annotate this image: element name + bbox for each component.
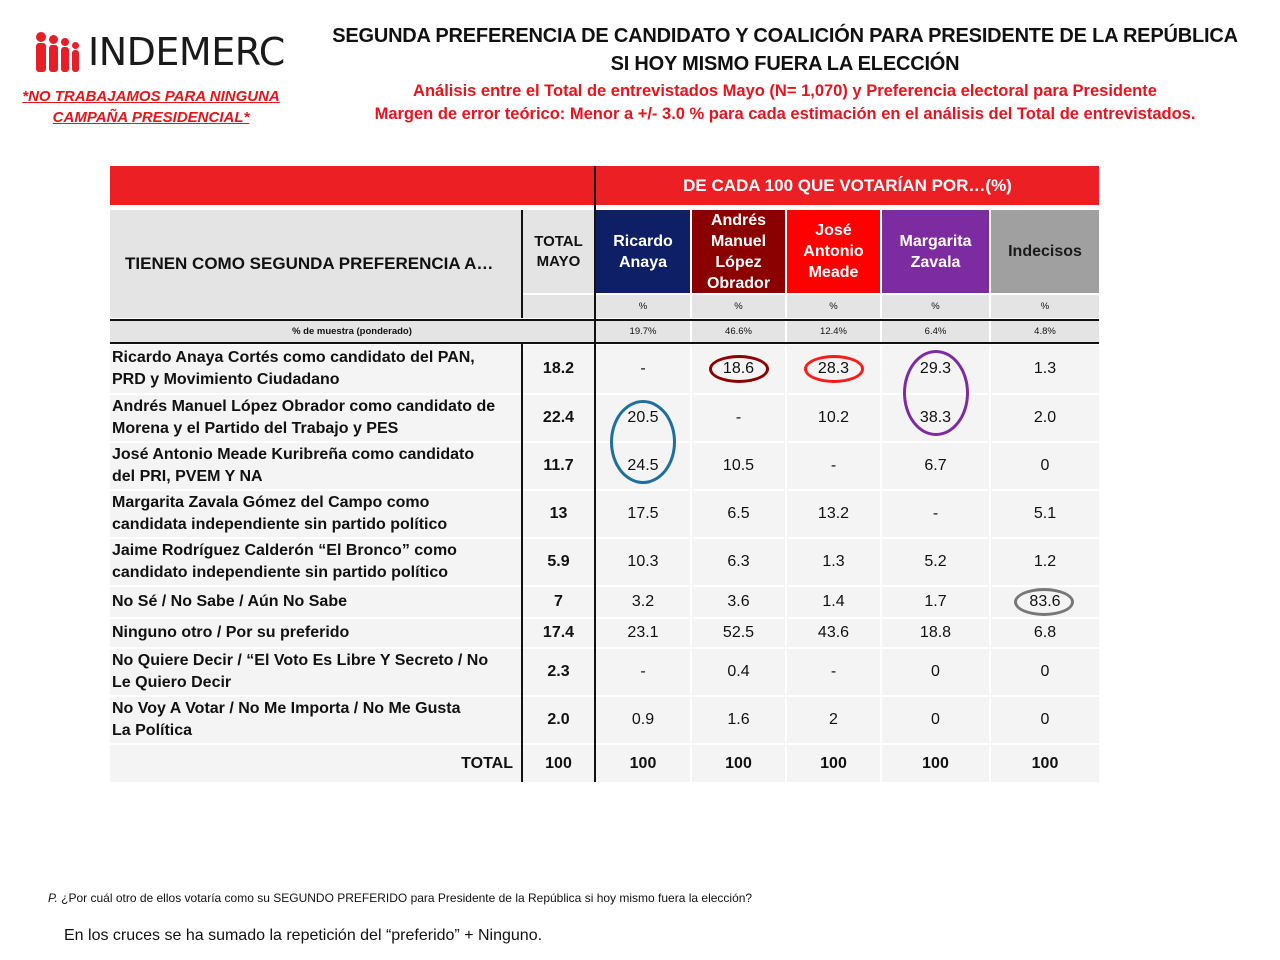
column-unit: % (991, 295, 1099, 318)
row-value: 100 (991, 745, 1099, 782)
page-header (300, 22, 1270, 126)
row-value: 20.5 (596, 395, 690, 441)
row-value: 6.7 (882, 443, 989, 489)
row-value: 0.4 (692, 649, 785, 695)
table-row (110, 697, 1099, 743)
row-label (110, 619, 521, 647)
row-value: 100 (692, 745, 785, 782)
column-unit: % (882, 295, 989, 318)
row-value: 5.2 (882, 539, 989, 585)
row-value: 6.5 (692, 491, 785, 537)
footnote: En los cruces se ha sumado la repetición del “preferido” + Ninguno. (64, 927, 543, 944)
row-value: 2.0 (991, 395, 1099, 441)
row-label (110, 697, 521, 743)
row-value: 1.2 (991, 539, 1099, 585)
row-value: 10.5 (692, 443, 785, 489)
row-label-line: PRD y Movimiento Ciudadano (112, 371, 340, 388)
row-value: 2 (787, 697, 880, 743)
row-value: 83.6 (991, 587, 1099, 617)
divider (521, 344, 523, 782)
row-value: 5.1 (991, 491, 1099, 537)
column-header-line: Manuel (710, 232, 767, 250)
row-total: 13 (523, 491, 594, 537)
table-row (110, 649, 1099, 695)
sample-value: 19.7% (596, 321, 690, 342)
row-label-line: del PRI, PVEM Y NA (112, 468, 263, 485)
sample-value: 46.6% (692, 321, 785, 342)
row-value: 10.2 (787, 395, 880, 441)
row-label-line: Margarita Zavala Gómez del Campo como (112, 494, 430, 511)
row-value: 43.6 (787, 619, 880, 647)
row-value: 1.4 (787, 587, 880, 617)
row-value: 28.3 (787, 345, 880, 393)
row-value: - (692, 395, 785, 441)
row-value: 38.3 (882, 395, 989, 441)
column-header-line: Indecisos (1008, 243, 1082, 260)
row-label (110, 539, 521, 585)
question-prefix: P. (48, 891, 58, 905)
survey-question (48, 891, 752, 905)
row-label (110, 491, 521, 537)
row-value: 0.9 (596, 697, 690, 743)
row-value: 23.1 (596, 619, 690, 647)
row-value: 1.7 (882, 587, 989, 617)
sample-value: 6.4% (882, 321, 989, 342)
row-value: 52.5 (692, 619, 785, 647)
row-label-line: No Voy A Votar / No Me Importa / No Me Gusta (112, 700, 461, 717)
row-value: 0 (882, 649, 989, 695)
column-header-4 (991, 210, 1099, 293)
row-total: 17.4 (523, 619, 594, 647)
banner-left (110, 166, 594, 205)
row-value: 100 (882, 745, 989, 782)
column-header-2 (787, 210, 880, 293)
divider (521, 210, 523, 318)
column-unit: % (596, 295, 690, 318)
row-label-text: TOTAL (461, 754, 513, 772)
sample-value: 4.8% (991, 321, 1099, 342)
logo-wordmark: INDEMERC (88, 30, 285, 74)
row-label-line: No Quiere Decir / “El Voto Es Libre Y Secreto / No (112, 652, 489, 669)
disclaimer-line-2: CAMPAÑA PRESIDENCIAL* (52, 109, 250, 126)
indemerc-logo (34, 30, 285, 75)
total-header-line-2: MAYO (536, 252, 581, 270)
column-header-line: Meade (808, 264, 859, 281)
row-label (110, 745, 521, 782)
row-total: 7 (523, 587, 594, 617)
row-label-line: La Política (112, 722, 193, 739)
row-label (110, 345, 521, 393)
table-row (110, 443, 1099, 489)
banner-title: DE CADA 100 QUE VOTARÍAN POR…(%) (596, 166, 1099, 205)
row-value: 13.2 (787, 491, 880, 537)
row-value: 3.6 (692, 587, 785, 617)
row-label-line: José Antonio Meade Kuribreña como candidato (112, 446, 475, 463)
subtitle-line-1: Análisis entre el Total de entrevistados Mayo (N= 1,070) y Preferencia electoral para Presidente (413, 82, 1157, 100)
column-header-3 (882, 210, 989, 293)
row-label-line: candidata independiente sin partido político (112, 516, 448, 533)
row-value: 100 (596, 745, 690, 782)
sample-value: 12.4% (787, 321, 880, 342)
row-label-line: Morena y el Partido del Trabajo y PES (112, 420, 399, 437)
row-value: 6.3 (692, 539, 785, 585)
total-header-line-1: TOTAL (534, 232, 583, 250)
row-header: TIENEN COMO SEGUNDA PREFERENCIA A… (110, 210, 521, 318)
column-header-line: Andrés (710, 211, 767, 229)
total-unit-cell (523, 295, 594, 318)
column-header-line: Obrador (706, 274, 771, 292)
row-label-line: Ninguno otro / Por su preferido (112, 624, 350, 641)
divider (594, 166, 596, 782)
column-header-line: Zavala (910, 253, 961, 271)
row-value: - (596, 649, 690, 695)
row-label-line: candidato independiente sin partido político (112, 564, 449, 581)
row-label-line: No Sé / No Sabe / Aún No Sabe (112, 593, 347, 610)
table-row (110, 587, 1099, 617)
disclaimer-line-1: *NO TRABAJAMOS PARA NINGUNA (22, 88, 280, 105)
row-value: 10.3 (596, 539, 690, 585)
sample-label: % de muestra (ponderado) (110, 321, 594, 342)
row-total: 22.4 (523, 395, 594, 441)
column-header-line: López (715, 253, 762, 271)
table-row (110, 619, 1099, 647)
row-value: 29.3 (882, 345, 989, 393)
row-value: 0 (991, 649, 1099, 695)
row-label-line: Ricardo Anaya Cortés como candidato del PAN, (112, 349, 475, 366)
row-label-line: Andrés Manuel López Obrador como candidato de (112, 398, 496, 415)
row-value: 18.6 (692, 345, 785, 393)
row-value: 6.8 (991, 619, 1099, 647)
column-header-line: Margarita (899, 232, 972, 250)
row-value: 0 (882, 697, 989, 743)
title-line-1: SEGUNDA PREFERENCIA DE CANDIDATO Y COALICIÓN PARA PRESIDENTE DE LA REPÚBLICA (332, 25, 1238, 47)
row-value: - (787, 649, 880, 695)
column-header-line: José (815, 222, 852, 239)
column-header-line: Antonio (803, 243, 864, 260)
total-header (523, 210, 594, 293)
row-value: 1.6 (692, 697, 785, 743)
row-total: 5.9 (523, 539, 594, 585)
row-value: - (882, 491, 989, 537)
row-label (110, 587, 521, 617)
row-value: 1.3 (787, 539, 880, 585)
row-total: 11.7 (523, 443, 594, 489)
subtitle-line-2: Margen de error teórico: Menor a +/- 3.0 % para cada estimación en el análisis del Total de entrevistados. (374, 105, 1196, 123)
row-value: 1.3 (991, 345, 1099, 393)
row-value: 3.2 (596, 587, 690, 617)
column-header-line: Anaya (618, 253, 667, 271)
row-total: 2.3 (523, 649, 594, 695)
column-header-0 (596, 210, 690, 293)
row-label (110, 395, 521, 441)
column-unit: % (787, 295, 880, 318)
row-value: - (596, 345, 690, 393)
table-row (110, 491, 1099, 537)
row-label (110, 443, 521, 489)
row-value: 0 (991, 443, 1099, 489)
table-row (110, 539, 1099, 585)
table-row (110, 395, 1099, 441)
row-label-line: Le Quiero Decir (112, 674, 232, 691)
column-unit: % (692, 295, 785, 318)
column-header-1 (692, 210, 785, 293)
people-icon (34, 32, 86, 72)
row-value: - (787, 443, 880, 489)
question-text: ¿Por cuál otro de ellos votaría como su SEGUNDO PREFERIDO para Presidente de la República si hoy mismo fuera la elección? (57, 891, 753, 905)
row-value: 18.8 (882, 619, 989, 647)
disclaimer (8, 86, 294, 128)
divider (110, 342, 1099, 344)
divider (110, 319, 1099, 321)
row-value: 17.5 (596, 491, 690, 537)
total-row (110, 745, 1099, 782)
row-value: 100 (787, 745, 880, 782)
row-label (110, 649, 521, 695)
row-value: 0 (991, 697, 1099, 743)
column-header-line: Ricardo (613, 232, 673, 250)
row-label-line: Jaime Rodríguez Calderón “El Bronco” como (112, 542, 457, 559)
row-total: 18.2 (523, 345, 594, 393)
row-total: 2.0 (523, 697, 594, 743)
table-row (110, 345, 1099, 393)
row-total: 100 (523, 745, 594, 782)
row-value: 24.5 (596, 443, 690, 489)
title-line-2: SI HOY MISMO FUERA LA ELECCIÓN (610, 53, 960, 75)
